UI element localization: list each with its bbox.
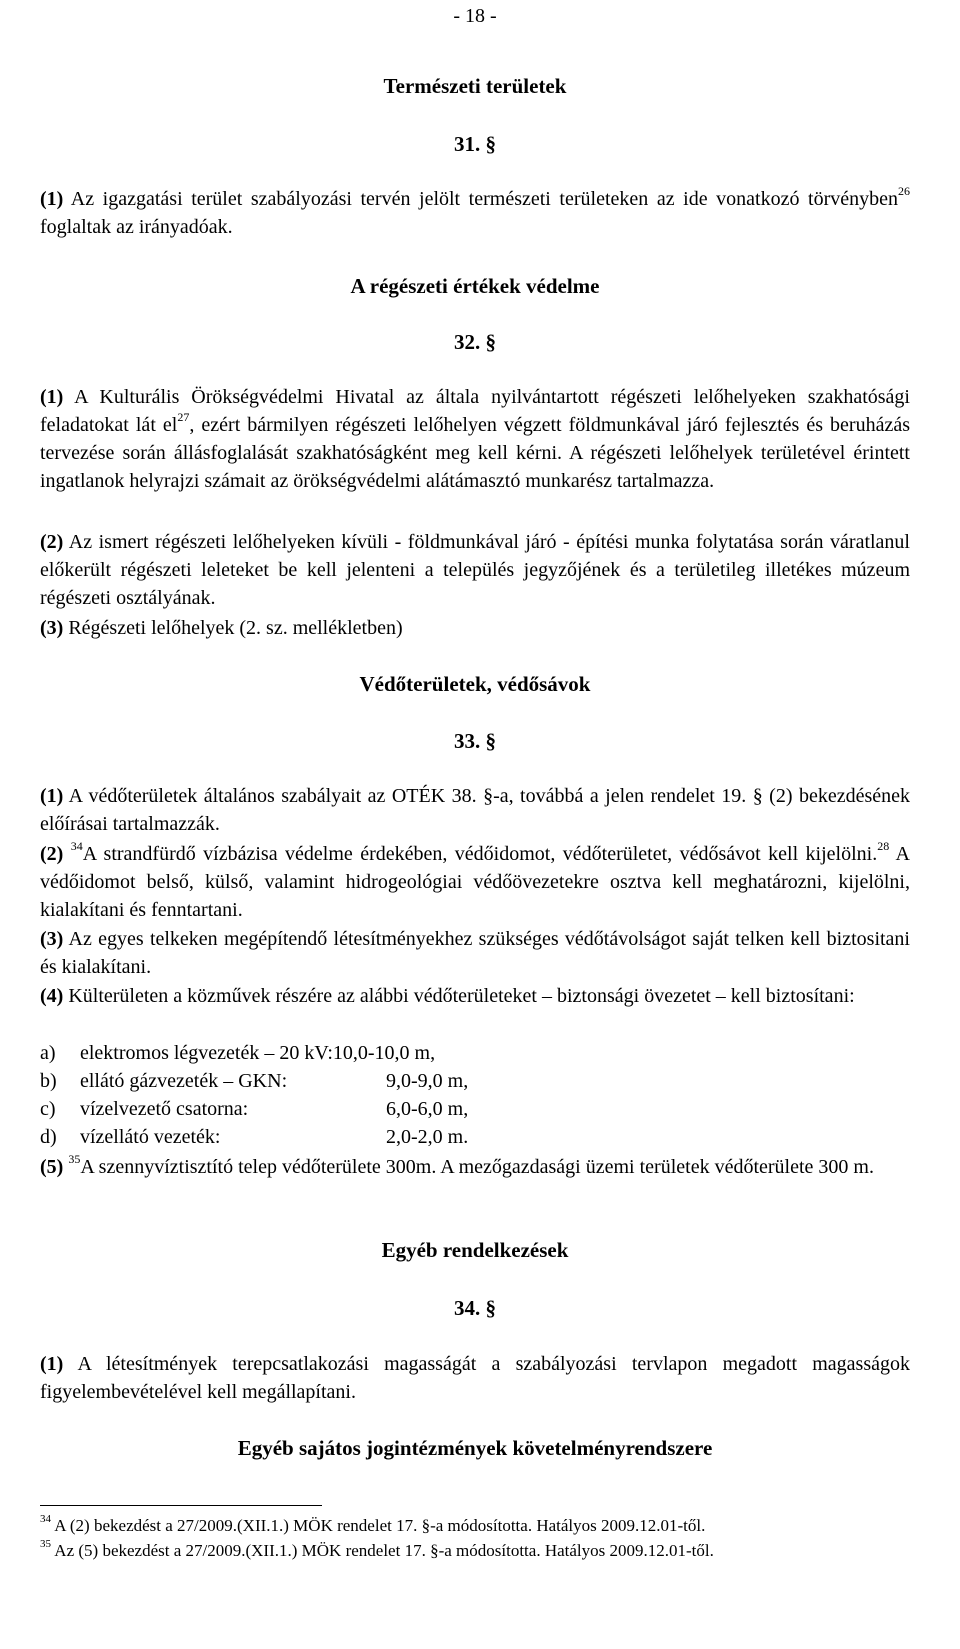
paragraph-text: Az egyes telkeken megépítendő létesítményekhez szükséges védőtávolságot saját telken kell biztositani és kialakítani. [40, 928, 910, 978]
footnote-ref: 26 [898, 184, 910, 199]
paragraph-text: Régészeti lelőhelyek (2. sz. mellékletben) [63, 617, 403, 639]
footnote-mark: 34 [40, 1513, 51, 1526]
paragraph-label: (3) [40, 928, 64, 950]
paragraph-text: foglaltak az irányadóak. [40, 216, 233, 238]
paragraph [40, 528, 910, 612]
footnote [40, 1540, 920, 1562]
list-item-letter: c) [40, 1098, 56, 1120]
section-number: 33. § [454, 729, 496, 753]
section-title: A régészeti értékek védelme [350, 274, 600, 298]
paragraph-label: (1) [40, 386, 64, 408]
paragraph [40, 782, 910, 838]
footnote-ref: 34 [70, 839, 83, 854]
list-item-letter: d) [40, 1126, 57, 1148]
paragraph-label: (3) [40, 617, 64, 639]
list-item [40, 1067, 910, 1095]
list-item-value: 6,0-6,0 m, [386, 1098, 469, 1120]
section-title: Természeti területek [383, 74, 567, 98]
footnote-ref: 35 [68, 1152, 81, 1167]
paragraph [40, 1153, 910, 1181]
section-title: Egyéb sajátos jogintézmények követelményrendszere [237, 1436, 713, 1460]
list-item-letter: a) [40, 1042, 56, 1064]
footnote-ref: 27 [177, 410, 190, 425]
section-number: 34. § [454, 1296, 496, 1320]
list-item-name: vízellátó vezeték: [80, 1126, 221, 1148]
paragraph-label: (4) [40, 985, 64, 1007]
paragraph-text: A Kulturális Örökségvédelmi Hivatal az általa nyilvántartott régészeti lelőhelyeken szakhatósági feladatokat lát el [40, 386, 910, 436]
section-title: Egyéb rendelkezések [381, 1238, 569, 1262]
footnote-divider [40, 1505, 322, 1506]
paragraph-text: A strandfürdő vízbázisa védelme érdekében, védőidomot, védőterületet, védősávot kell kijelölni. [82, 843, 878, 865]
paragraph-label: (2) [40, 843, 64, 865]
paragraph-text: Külterületen a közművek részére az alábbi védőterületeket – biztonsági övezetet – kell biztosítani: [63, 985, 855, 1007]
paragraph [40, 185, 910, 241]
list-item [40, 1123, 910, 1151]
list-item [40, 1095, 910, 1123]
list-item [40, 1039, 910, 1067]
section-number: 31. § [454, 132, 496, 156]
paragraph [40, 614, 910, 642]
paragraph-text: A védőidomot belső, külső, valamint hidrogeológiai védőövezetekre osztva kell meghatározni, kijelölni, kialakítani és fenntartani. [40, 843, 910, 921]
protection-zone-list [40, 1039, 910, 1151]
paragraph [40, 925, 910, 981]
paragraph-label: (1) [40, 188, 64, 210]
paragraph [40, 383, 910, 495]
paragraph-text: A szennyvíztisztító telep védőterülete 300m. A mezőgazdasági üzemi területek védőterülete 300 m. [80, 1156, 874, 1178]
paragraph-text: A védőterületek általános szabályait az OTÉK 38. §-a, továbbá a jelen rendelet 19. § (2) bekezdésének előírásai tartalmazzák. [40, 785, 910, 835]
page-number: - 18 - [453, 5, 497, 27]
paragraph-text: Az igazgatási terület szabályozási tervén jelölt természeti területeken az ide vonatkozó törvényben [63, 188, 898, 210]
list-item-name: vízelvezető csatorna: [80, 1098, 249, 1120]
paragraph-text: , ezért bármilyen régészeti lelőhelyen végzett földmunkával járó fejlesztés és beruházás tervezése során állásfoglalását szakhatóságként meg kell kérni. A régészeti lelőhelyek területével érintett ingatlanok helyrajzi számait az örökségvédelmi alátámasztó munkarész tartalmazza. [40, 414, 911, 492]
section-number: 32. § [454, 330, 496, 354]
paragraph-text: Az ismert régészeti lelőhelyeken kívüli - földmunkával járó - építési munka folytatása során váratlanul előkerült régészeti leleteket be kell jelenteni a település jegyzőjének és a területileg illetékes múzeum régészeti osztályának. [40, 531, 910, 609]
list-item-value: 9,0-9,0 m, [386, 1070, 469, 1092]
list-item-value: 2,0-2,0 m. [386, 1126, 469, 1148]
paragraph-text: A létesítmények terepcsatlakozási magasságát a szabályozási tervlapon megadott magasságok figyelembevételével kell megállapítani. [40, 1353, 910, 1403]
list-item-letter: b) [40, 1070, 57, 1092]
paragraph [40, 840, 910, 924]
footnote-ref: 28 [877, 839, 890, 854]
paragraph [40, 982, 910, 1010]
paragraph-label: (1) [40, 785, 64, 807]
paragraph-label: (2) [40, 531, 64, 553]
footnote [40, 1515, 920, 1537]
section-title: Védőterületek, védősávok [359, 672, 591, 696]
paragraph [40, 1350, 910, 1406]
footnote-mark: 35 [40, 1538, 51, 1551]
list-item-name: ellátó gázvezeték – GKN: [80, 1070, 288, 1092]
paragraph-label: (1) [40, 1353, 64, 1375]
list-item-text: elektromos légvezeték – 20 kV:10,0-10,0 m, [80, 1042, 436, 1064]
footnote-text: Az (5) bekezdést a 27/2009.(XII.1.) MÖK rendelet 17. §-a módosította. Hatályos 2009.12.01-től. [51, 1541, 714, 1560]
footnote-text: A (2) bekezdést a 27/2009.(XII.1.) MÖK rendelet 17. §-a módosította. Hatályos 2009.12.01-től. [51, 1516, 706, 1535]
paragraph-label: (5) [40, 1156, 64, 1178]
